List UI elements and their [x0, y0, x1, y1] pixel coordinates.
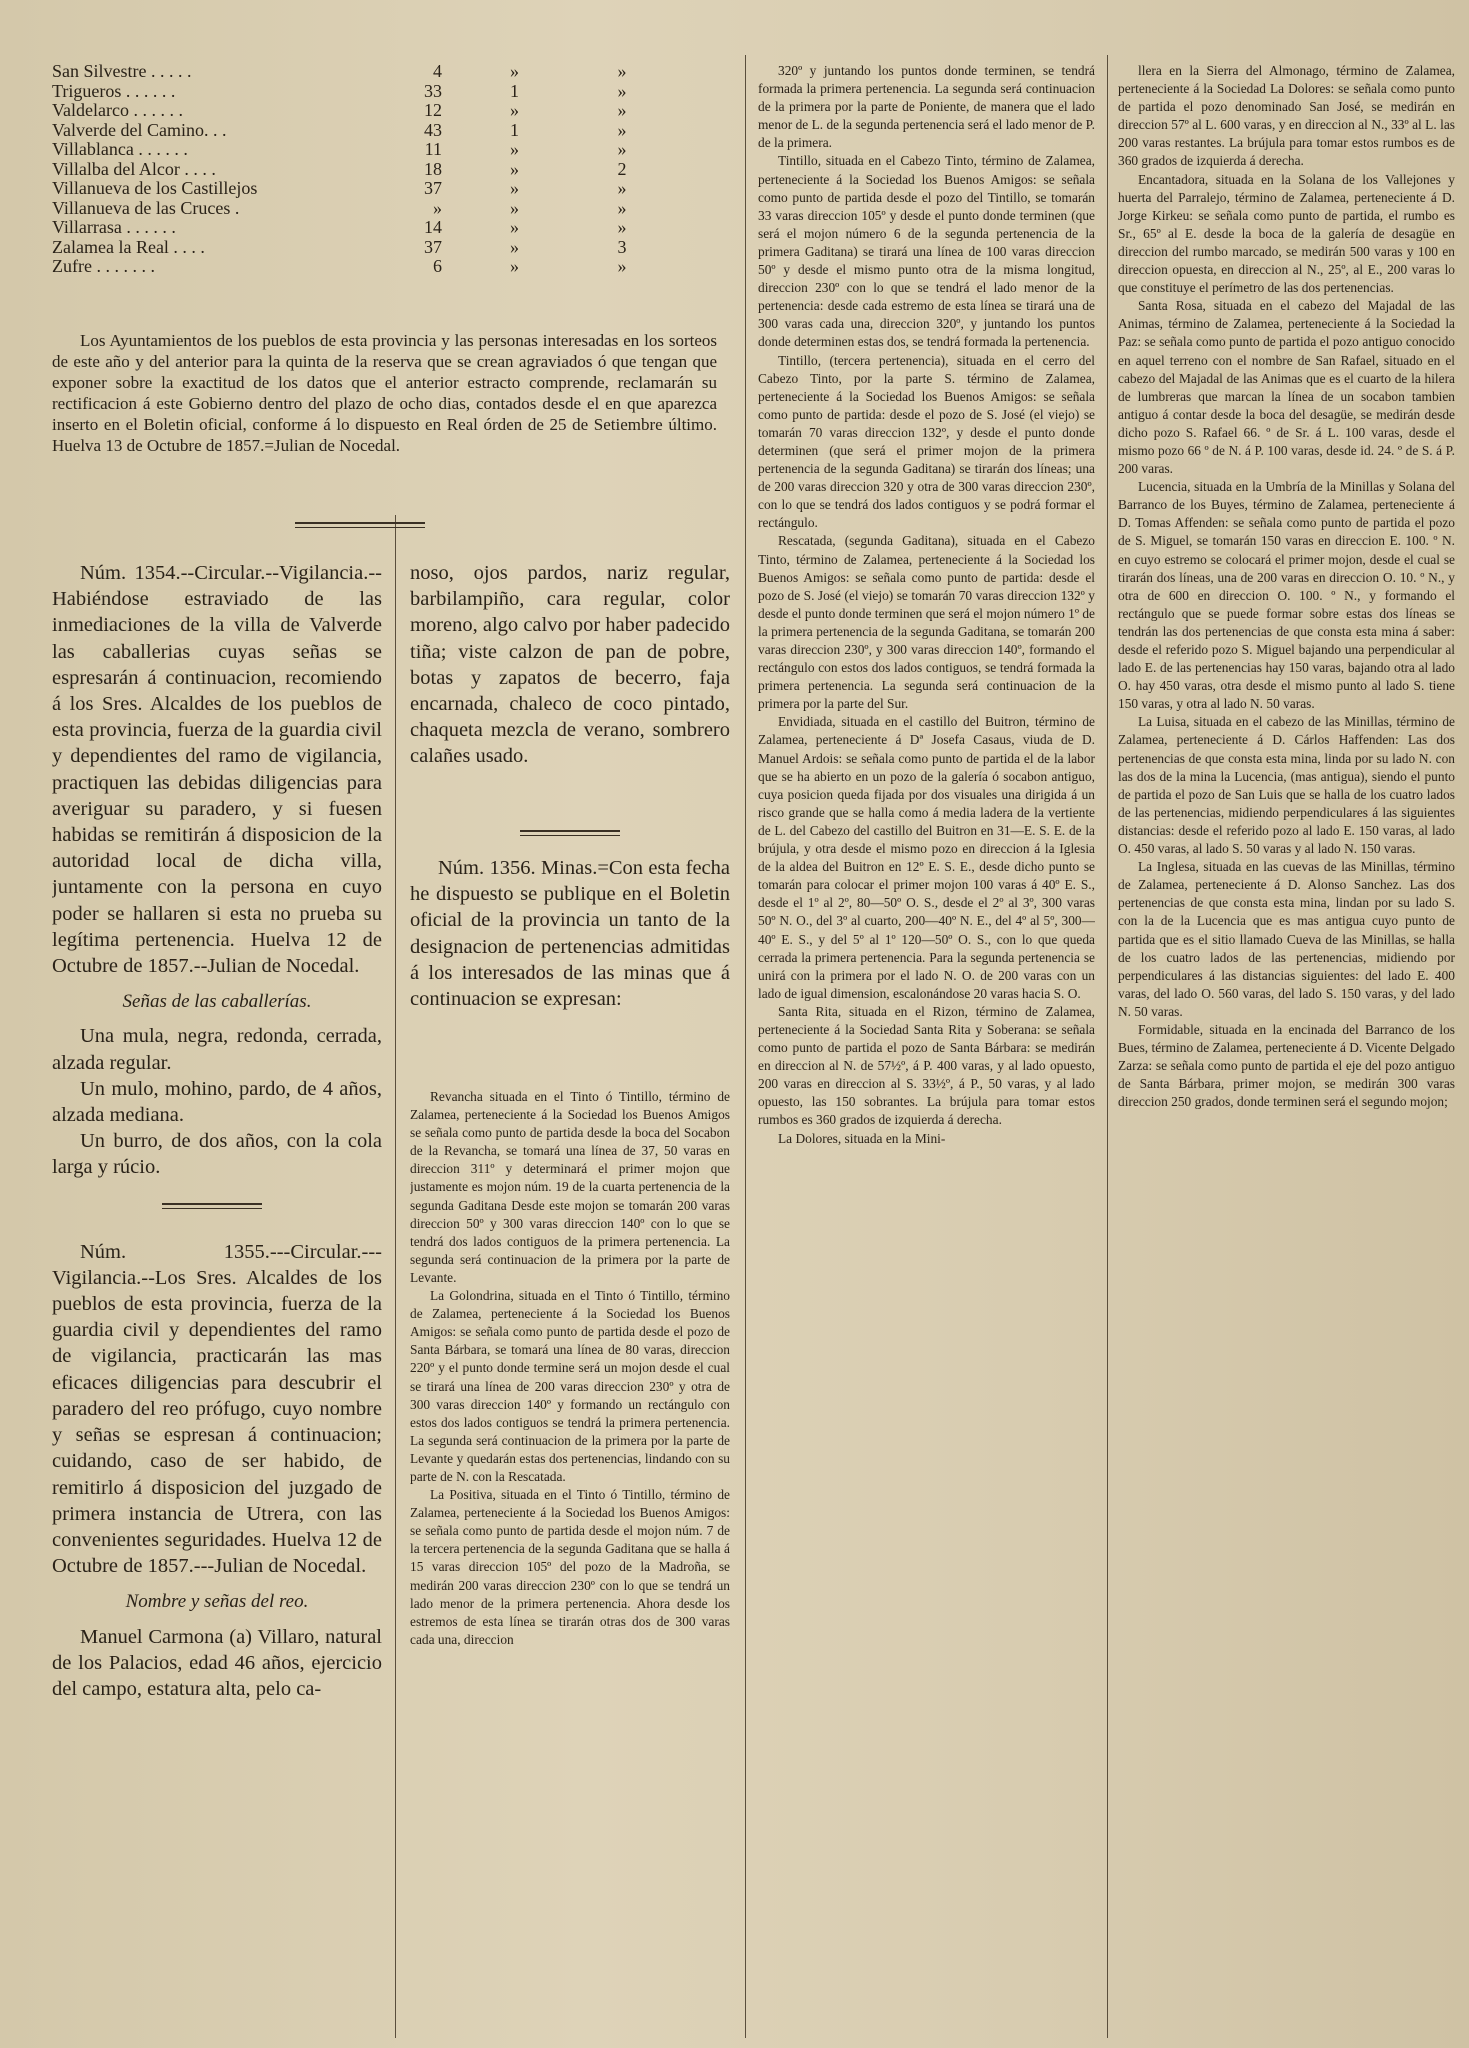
table-cell: » — [617, 256, 627, 276]
mine-inglesa: La Inglesa, situada en las cuevas de las Minillas, término de Zalamea, perteneciente á D. Alonso Sanchez. Las dos pertenencias de que consta esta mina, lindan por su lado S. con la de la Lucencia que es mas antigua cuyo punto de partida que es el sitio llamado Cueva de las Minillas, se halla de los cuatro lados de las pertenencias, midiendo por perpendiculares á las distancias siguientes: del lado E. 400 varas, del lado O. 560 varas, del lado S. 150 varas, y del lado N. 50 varas. — [1118, 859, 1455, 1019]
table-cell: Villanueva de los Castillejos — [52, 178, 258, 198]
table-cell: » — [510, 236, 519, 257]
towns-table — [52, 62, 712, 277]
table-row — [52, 62, 712, 82]
table-cell: 1 — [510, 119, 519, 140]
table-cell: Valverde del Camino. . . — [52, 119, 227, 140]
notice-1355: Núm. 1355.---Circular.---Vigilancia.--Los Sres. Alcaldes de los pueblos de esta provincia, fuerza de la guardia civil y dependientes del ramo de vigilancia, practicarán las mas eficaces diligencias para descubrir el paradero del reo prófugo, cuyo nombre y señas se espresan á continuacion; cuidando, caso de ser habido, de remitirlo á disposicion del juzgado de primera instancia de Utrera, con las convenientes seguridades. Huelva 12 de Octubre de 1857.---Julian de Nocedal. — [52, 1240, 382, 1578]
table-cell: 4 — [433, 61, 442, 81]
table-cell: Zalamea la Real . . . . — [52, 236, 205, 257]
table-cell: » — [617, 178, 627, 198]
reclamation-notice: Los Ayuntamientos de los pueblos de esta provincia y las personas interesadas en los sorteos de este año y del anterior para la quinta de la reserva que se crean agraviados ó que tengan que exponer sobre la exactitud de los datos que el anterior estracto comprende, reclamarán su rectificacion á este Gobierno dentro del plazo de ocho dias, contados desde el en que aparezca inserto en el Boletin oficial, conforme á lo dispuesto en Real órden de 25 de Setiembre último. Huelva 13 de Octubre de 1857.=Julian de Nocedal. — [52, 331, 717, 455]
table-cell: » — [510, 100, 519, 120]
table-cell: 43 — [424, 119, 442, 140]
table-cell: 1 — [510, 80, 519, 101]
table-row — [52, 257, 712, 277]
mine-revancha: Revancha situada en el Tinto ó Tintillo, término de Zalamea, perteneciente á la Sociedad los Buenos Amigos se señala como punto de partida desde la boca del Socabon de la Revancha, se tomará una línea de 37, 50 varas en direccion 311º y determinará el primer mojon que justamente es mojon núm. 19 de la cuarta pertenencia de la segunda Gaditana Desde este mojon se tomarán 200 varas direccion 50º y 300 varas direccion 140º con lo que se tendrá dos lados contiguos de la primera pertenencia. La segunda será continuacion de la primera por la parte de Levante. — [410, 1089, 730, 1285]
mine-positiva-cont: 320º y juntando los puntos donde terminen, se tendrá formada la primera pertenencia. La segunda será continuacion de la primera por la parte de Poniente, de manera que el lado menor de L. de la segunda pertenencia será el lado menor de P. de la primera. — [758, 63, 1095, 151]
separator-rule — [295, 527, 425, 528]
column-rule-right-half — [745, 55, 746, 2038]
table-cell: » — [510, 139, 519, 159]
mine-golondrina: La Golondrina, situada en el Tinto ó Tintillo, término de Zalamea, perteneciente á la Sociedad los Buenos Amigos: se señala como punto de partida desde el pozo de Santa Bárbara, se tomará una línea de 80 varas, direccion 220º y el punto donde termine será un mojon desde el cual se tirará una línea de 200 varas direccion 230º y otra de 300 varas direccion 140º y formando un rectángulo con estos dos lados contiguos se tendrá la primera pertenencia. La segunda será continuacion de la primera por la parte de Levante y quedarán estas dos pertenencias, lindando con su parte de N. con la Rescatada. — [410, 1288, 730, 1484]
table-cell: Villablanca . . . . . . — [52, 139, 188, 159]
table-cell: » — [617, 119, 627, 140]
table-cell: 6 — [433, 256, 442, 276]
table-row — [52, 121, 712, 141]
mine-lucencia: Lucencia, situada en la Umbría de la Minillas y Solana del Barranco de los Buyes, término de Zalamea, perteneciente á D. Tomas Affenden: se señala como punto de partida el pozo de S. Miguel, se tomarán 150 varas en direccion E. 100. º N. en cuyo estremo se colocará el primer mojon, desde el cual se tirarán dos líneas, una de 200 varas en direccion O. 10. º N., y otra de 600 en direccion O. 100. º N., y formando el rectángulo que se puede formar sobre estas dos líneas se tendrán las dos pertenencias de que consta esta mina á saber: desde el referido pozo S. Miguel bajando una perpendicular al lado E. de las pertenencias hay 150 varas, bajando otra al lado O. hay 450 varas, otra desde el mismo punto al lado S. tiene 150 varas, y otra al lado N. 50 varas. — [1118, 479, 1455, 712]
table-cell: 12 — [424, 100, 442, 120]
table-cell: » — [510, 158, 519, 179]
mine-dolores: La Dolores, situada en la Mini- — [778, 1130, 946, 1146]
senas-mula: Una mula, negra, redonda, cerrada, alzada regular. — [52, 1025, 382, 1074]
mine-formidable: Formidable, situada en la encinada del Barranco de los Bues, término de Zalamea, perteneciente á D. Vicente Delgado Zarza: se señala como punto de partida el eje del pozo antiguo de Santa Bárbara, primer mojon, se medirán 300 varas direccion 250 grados, donde terminen será el segundo mojon; — [1118, 1021, 1455, 1110]
table-cell: 18 — [424, 158, 442, 179]
table-cell: » — [617, 80, 627, 101]
senas-mulo: Un mulo, mohino, pardo, de 4 años, alzada mediana. — [52, 1077, 382, 1127]
table-cell: 37 — [424, 178, 442, 198]
table-cell: Zufre . . . . . . . — [52, 256, 155, 276]
column-1 — [52, 560, 382, 2040]
column-2-top — [410, 560, 730, 800]
column-4 — [1118, 62, 1455, 2040]
table-cell: » — [510, 178, 519, 198]
mine-tintillo-tercera: Tintillo, (tercera pertenencia), situada en el cerro del Cabezo Tinto, por la parte S. término de Zalamea, perteneciente á la Sociedad los Buenos Amigos: se señala como punto de partida: desde el pozo de S. José (el viejo) se tomarán 70 varas direccion 132º, y desde el punto donde determinen (que será el primer mojon de la primera pertenencia de la segunda Gaditana) se tirarán dos líneas; una de 200 varas direccion 320 y otra de 300 varas direccion 230º, con lo que se tendrá dos lados contiguos y se podrá formar el rectángulo. — [758, 352, 1095, 531]
table-cell: 14 — [424, 217, 442, 237]
column-2-mines — [410, 1088, 730, 2038]
column-3 — [758, 62, 1095, 2040]
table-cell: 3 — [617, 236, 627, 257]
mine-rescatada: Rescatada, (segunda Gaditana), situada en el Cabezo Tinto, término de Zalamea, perteneciente á la Sociedad los Buenos Amigos: se señala como punto de partida: desde el pozo de S. José (el viejo) se tomarán 70 varas direccion 132º y desde el punto donde terminen que será el mojon número 1º de la primera pertenencia de la segunda Gaditana, se tomarán 200 varas direccion 230º, y 300 varas direccion 140º, formando el rectángulo con estos dos lados contiguos, se tendrá formada la primera pertenencia. La segunda será continuacion de la primera por la parte del Sur. — [758, 533, 1095, 712]
table-cell: Trigueros . . . . . . — [52, 80, 176, 101]
reo-title: Nombre y señas del reo. — [125, 1591, 309, 1613]
table-cell: » — [510, 256, 519, 276]
separator-rule — [520, 830, 620, 832]
mine-encantadora: Encantadora, situada en la Solana de los Vallejones y huerta del Parralejo, término de Zalamea, perteneciente á D. Jorge Kirkeu: se señala como punto de partida, el rumbo es Sr., 65º al E. desde la boca de la galería de desagüe en direccion del rumbo marcado, se medirán 500 varas y 100 en direccion opuesta, en direccion al N., 25º, al E., 200 varas lo que constituye el perímetro de las dos pertenencias. — [1118, 171, 1455, 296]
table-row — [52, 82, 712, 102]
table-cell: Villanueva de las Cruces . — [52, 197, 240, 218]
mine-positiva: La Positiva, situada en el Tinto ó Tintillo, término de Zalamea, perteneciente á la Sociedad los Buenos Amigos: se señala como punto de partida desde el mojon núm. 7 de la tercera pertenencia de la segunda Gaditana que se halla á 15 varas direccion 105º del pozo de la Madroña, se medirán 200 varas direccion 230º con lo que se tendrá un lado menor de la primera pertenencia. Ahora desde los estremos de esta línea se tirarán otras dos de 300 varas cada una, direccion — [410, 1487, 730, 1647]
senas-burro: Un burro, de dos años, con la cola larga y rúcio. — [52, 1130, 382, 1179]
column-rule-3-4 — [1107, 55, 1108, 2038]
table-row — [52, 101, 712, 121]
table-cell: » — [510, 197, 519, 218]
mine-luisa: La Luisa, situada en el cabezo de las Minillas, término de Zalamea, perteneciente á D. Cárlos Haffenden: Las dos pertenencias de que consta esta mina, linda por su lado N. con las dos de la mina la Lucencia, (mas antigua), siendo el punto de partida el pozo de San Luis que se halla de los cuatro lados de las pertenencias, midiendo perpendiculares á las siguientes distancias: desde el referido pozo al lado E. 150 varas, al lado O. 450 varas, al lado S. 50 varas y al lado N. 150 varas. — [1118, 714, 1455, 857]
reo-description: Manuel Carmona (a) Villaro, natural de los Palacios, edad 46 años, ejercicio del campo, estatura alta, pelo ca- — [52, 1625, 382, 1700]
mine-envidiada: Envidiada, situada en el castillo del Buitron, término de Zalamea, perteneciente á Dª Josefa Casaus, viuda de D. Manuel Ardois: se señala como punto de partida el de la labor que se ha abierto en un pozo de la galería ó socabon antiguo, cuya posicion queda fijada por dos visuales una dirigida á un risco grande que se halla como á media ladera de la vertiente de L. del Cabezo del castillo del Buitron en 31—E. S. E. de la brújula, y otra desde el mismo pozo en direccion á la Iglesia de la aldea del Buitron en 12º E. S. E., desde dicho punto se tomarán para colocar el primer mojon 100 varas á 40º E. S., desde el 1º al 2º, 80—50º O. S., desde el 2º al 3º, 300 varas 50º N. O., del 3º al cuarto, 200—40º N. E., del 4º al 5º, 300—40º E. S., y del 5º al 1º 120—50º O. S., con lo que queda cerrada la primera pertenencia. Para la segunda pertenencia se unirá con la primera por el lado N. O. de 200 varas con un lado de igual dimension, escalonándose 20 varas hacia S. O. — [758, 714, 1095, 1001]
table-cell: » — [510, 217, 519, 237]
table-row — [52, 238, 712, 258]
table-cell: » — [617, 139, 627, 159]
table-cell: 33 — [424, 80, 442, 101]
table-cell: » — [510, 61, 519, 81]
separator — [52, 1181, 382, 1239]
table-row — [52, 140, 712, 160]
mine-santa-rita: Santa Rita, situada en el Rizon, término de Zalamea, perteneciente á la Sociedad Santa Rita y Soberana: se señala como punto de partida el pozo de Santa Bárbara: se medirán en direccion al N. de 57½º, á P. 400 varas, y al lado opuesto, 200 varas en direccion al S. 33½º, á P., 50 varas, y al lado opuesto, las 150 sobrantes. La brújula para tomar estos rumbos es 360 grados de izquierda á derecha. — [758, 1003, 1095, 1128]
table-cell: » — [617, 217, 627, 237]
table-cell: San Silvestre . . . . . — [52, 61, 192, 81]
senas-caballerias-title: Señas de las caballerías. — [122, 991, 312, 1013]
column-2-mid — [410, 855, 730, 1095]
notice-1354: Núm. 1354.--Circular.--Vigilancia.--Habiéndose estraviado de las inmediaciones de la villa de Valverde las caballerias cuyas señas se espresarán á continuacion, recomiendo á los Sres. Alcaldes de los pueblos de esta provincia, fuerza de la guardia civil y dependientes del ramo de vigilancia, practiquen las debidas diligencias para averiguar su paradero, y si fuesen habidas se remitirán á disposicion de la autoridad local de dicha villa, juntamente con la persona en cuyo poder se hallaren si esta no prueba su legítima pertenencia. Huelva 12 de Octubre de 1857.--Julian de Nocedal. — [52, 562, 382, 978]
table-cell: » — [433, 197, 442, 218]
table-row — [52, 218, 712, 238]
table-row — [52, 179, 712, 199]
mine-santa-rosa: Santa Rosa, situada en el cabezo del Majadal de las Animas, término de Zalamea, perteneciente á la Sociedad la Paz: se señala como punto de partida el pozo antiguo conocido en aquel terreno con el nombre de San Rafael, situado en el cabezo del Majadal de las Animas que es el cuarto de la hilera de lumbreras que marcan la línea de un socabon tambien antiguo á contar desde la boca del desagüe, se medirán desde dicho pozo S. Rafael 66. º de Sr. á L. 100 varas, desde el mismo pozo 66 º de N. á P. 100 varas, desde id. 24. º de S. á P. 200 varas. — [1118, 298, 1455, 477]
table-cell: » — [617, 61, 627, 81]
table-cell: 2 — [617, 158, 627, 179]
column-rule-1-2 — [395, 515, 396, 2038]
table-cell: 11 — [424, 139, 442, 159]
notice-1356: Núm. 1356. Minas.=Con esta fecha he dispuesto se publique en el Boletin oficial de la provincia un tanto de la designacion de pertenencias admitidas á los interesados de las minas que á continuacion se expresan: — [410, 857, 730, 1011]
table-cell: » — [617, 197, 627, 218]
table-row — [52, 199, 712, 219]
separator-rule — [520, 835, 620, 836]
separator-rule — [295, 522, 425, 524]
table-row — [52, 160, 712, 180]
mine-tintillo: Tintillo, situada en el Cabezo Tinto, término de Zalamea, perteneciente á la Sociedad los Buenos Amigos: se señala como punto de partida desde el pozo del Tintillo, se tomarán 33 varas direccion 105º y desde el punto donde terminen (que será el mojon número 6 de la segunda pertenencia de la primera Gaditana) se tirará una línea de 100 varas direccion 50º y desde el mismo punto otra de la misma longitud, direccion 230º con lo que se tendrá el lado menor de la pertenencia: desde cada estremo de esta línea se tirará una de 300 varas cada una, direccion 320º, y juntando los puntos donde determinen estas dos, se tendrá formada la pertenencia. — [758, 153, 1095, 350]
reo-description-cont: noso, ojos pardos, nariz regular, barbilampiño, cara regular, color moreno, algo calvo por haber padecido tiña; viste calzon de pan de pobre, botas y zapatos de becerro, faja encarnada, chaleco de coco pintado, chaqueta mezcla de verano, sombrero calañes usado. — [410, 562, 730, 768]
table-cell: » — [617, 100, 627, 120]
mine-dolores-cont: llera en la Sierra del Almonago, término de Zalamea, perteneciente á la Sociedad La Dolores: se señala como punto de partida el pozo denominado San José, se medirán en direccion 57º al L. 600 varas, y en direccion al N., 33º al L. las 200 varas restantes. La brújula para tomar estos rumbos es de 360 grados de izquierda á derecha. — [1118, 63, 1455, 169]
table-cell: Villarrasa . . . . . . — [52, 217, 176, 237]
table-cell: Valdelarco . . . . . . — [52, 100, 183, 120]
table-cell: 37 — [424, 236, 442, 257]
table-cell: Villalba del Alcor . . . . — [52, 158, 216, 179]
